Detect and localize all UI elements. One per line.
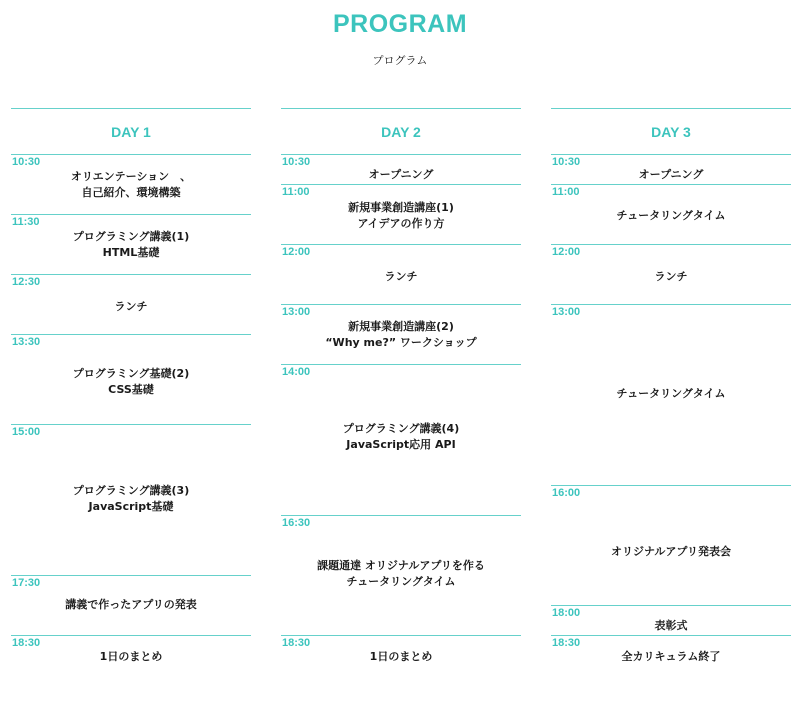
slot-text: プログラミング基礎(2) CSS基礎 [72, 367, 190, 396]
divider [11, 108, 251, 109]
schedule-slot [281, 635, 521, 695]
divider [11, 635, 251, 636]
slot-text: ランチ [114, 300, 148, 313]
slot-text: オープニング [368, 168, 434, 181]
slot-text: プログラミング講義(4) JavaScript応用 API [342, 422, 460, 451]
slot-time: 13:30 [12, 336, 41, 348]
divider [11, 214, 251, 215]
slot-text: チュータリングタイム [616, 387, 726, 400]
schedule-slot [551, 244, 791, 304]
schedule-slot [281, 304, 521, 364]
day-label: DAY 2 [381, 124, 421, 140]
schedule-slot [551, 635, 791, 695]
divider [281, 635, 521, 636]
divider [281, 154, 521, 155]
slot-time: 13:00 [282, 306, 311, 318]
schedule-slot [11, 424, 251, 575]
schedule-slot [11, 274, 251, 334]
schedule-slot [551, 605, 791, 635]
slot-time: 11:00 [552, 186, 580, 198]
slot-text: 講義で作ったアプリの発表 [65, 598, 197, 611]
day-column-2 [281, 0, 521, 713]
day-column-3 [551, 0, 791, 713]
slot-text: オリエンテーション 、 自己紹介、環境構築 [70, 170, 192, 199]
slot-text: チュータリングタイム [616, 209, 726, 222]
divider [551, 108, 791, 109]
schedule-slot [11, 214, 251, 274]
divider [281, 108, 521, 109]
divider [551, 635, 791, 636]
divider [11, 154, 251, 155]
schedule-slot [11, 635, 251, 695]
slot-time: 10:30 [282, 156, 311, 168]
divider [551, 244, 791, 245]
slot-time: 11:00 [282, 186, 310, 198]
slot-time: 18:00 [552, 607, 581, 619]
slot-time: 12:00 [282, 246, 311, 258]
slot-time: 15:00 [12, 426, 41, 438]
schedule-slot [551, 154, 791, 184]
schedule-slot [281, 154, 521, 184]
day-label: DAY 3 [651, 124, 691, 140]
slot-text: 課題通達 オリジナルアプリを作る チュータリングタイム [317, 559, 485, 588]
page-subtitle: プログラム [372, 54, 428, 67]
divider [551, 184, 791, 185]
divider [551, 304, 791, 305]
divider [11, 334, 251, 335]
divider [11, 274, 251, 275]
divider [281, 364, 521, 365]
slot-time: 10:30 [552, 156, 581, 168]
divider [281, 244, 521, 245]
slot-time: 12:30 [12, 276, 41, 288]
slot-time: 13:00 [552, 306, 581, 318]
divider [11, 424, 251, 425]
slot-time: 18:30 [282, 637, 311, 649]
slot-text: 表彰式 [654, 619, 688, 632]
slot-time: 18:30 [552, 637, 581, 649]
schedule-slot [11, 575, 251, 635]
schedule-slot [281, 184, 521, 244]
divider [551, 485, 791, 486]
slot-text: 全カリキュラム終了 [621, 650, 721, 663]
slot-text: オープニング [638, 168, 704, 181]
schedule-slot [551, 184, 791, 244]
slot-time: 18:30 [12, 637, 41, 649]
page-title: PROGRAM [332, 10, 468, 38]
slot-text: オリジナルアプリ発表会 [610, 545, 731, 558]
slot-text: ランチ [654, 270, 688, 283]
slot-text: 1日のまとめ [99, 650, 163, 663]
schedule-slot [11, 334, 251, 424]
divider [281, 515, 521, 516]
schedule-slot [281, 515, 521, 635]
slot-text: プログラミング講義(1) HTML基礎 [72, 230, 190, 259]
day-column-1 [11, 0, 251, 713]
slot-time: 14:00 [282, 366, 311, 378]
schedule-slot [11, 154, 251, 214]
slot-text: 新規事業創造講座(2) “Why me?” ワークショップ [325, 320, 477, 349]
slot-time: 17:30 [12, 577, 41, 589]
divider [551, 154, 791, 155]
divider [281, 184, 521, 185]
divider [281, 304, 521, 305]
slot-time: 11:30 [12, 216, 40, 228]
day-label: DAY 1 [111, 124, 151, 140]
schedule-slot [281, 244, 521, 304]
slot-time: 10:30 [12, 156, 41, 168]
slot-text: ランチ [384, 270, 418, 283]
slot-time: 12:00 [552, 246, 581, 258]
schedule-slot [551, 304, 791, 485]
schedule-slot [551, 485, 791, 605]
slot-time: 16:00 [552, 487, 581, 499]
divider [11, 575, 251, 576]
schedule-slot [281, 364, 521, 515]
slot-text: 新規事業創造講座(1) アイデアの作り方 [348, 201, 454, 230]
slot-text: プログラミング講義(3) JavaScript基礎 [72, 484, 190, 513]
divider [551, 605, 791, 606]
slot-text: 1日のまとめ [369, 650, 433, 663]
slot-time: 16:30 [282, 517, 311, 529]
